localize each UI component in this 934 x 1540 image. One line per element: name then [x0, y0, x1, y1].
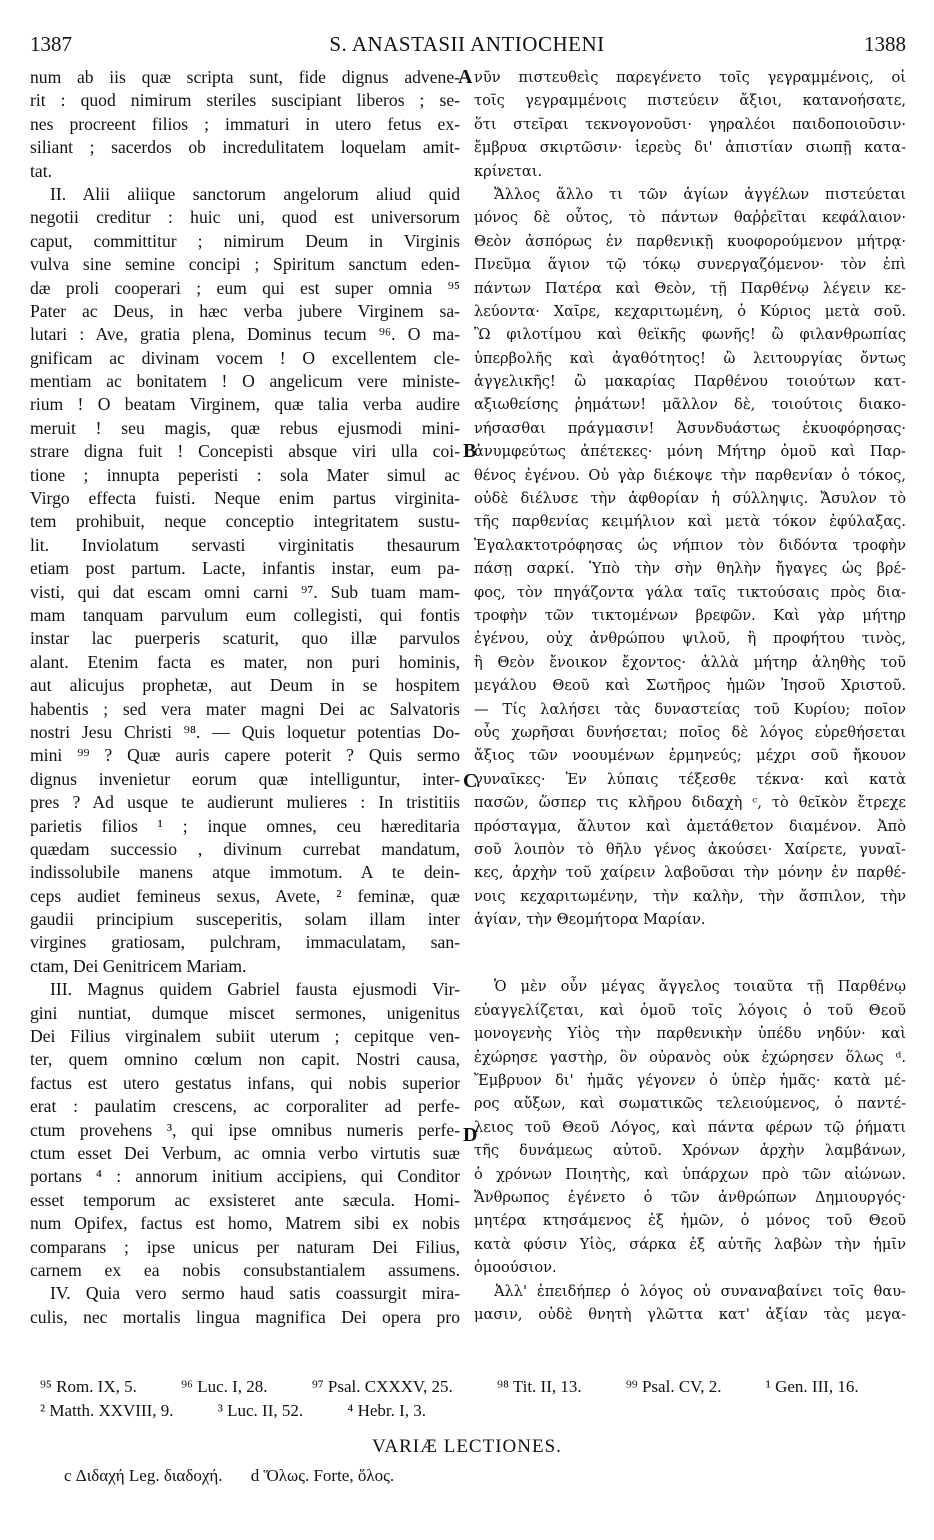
text-line: μασιν, οὐδὲ θνητὴ γλῶττα κατ' ἀξίαν τὰς μεγα-	[474, 1305, 906, 1323]
text-line: κατὰ φύσιν Υἱὸς, σάρκα ἐξ αὐτῆς λαβὼν τὴν ἡμῖν	[474, 1235, 906, 1253]
text-line: ctam, Dei Genitricem Mariam.	[30, 955, 247, 976]
text-line: gini nuntiat, dumque miscet sermones, unigenitus	[30, 1002, 460, 1023]
text-line: III. Magnus quidem Gabriel fausta ejusmodi Vir-	[50, 979, 460, 1000]
text-line: meruit ! seu magis, quæ rebus ejusmodi mini-	[30, 417, 460, 438]
text-line: τῆς δυνάμεως αὐτοῦ. Χρόνων ἀρχὴν λαμβάνων,	[474, 1142, 906, 1160]
text-line: πρόσταγμα, ἄλυτον καὶ ἀμετάθετον διαμένον. Ἀπὸ	[474, 817, 906, 835]
text-line: μονογενὴς Υἱὸς τὴν παρθενικὴν ὑπέδυ νηδύν· καὶ	[474, 1025, 906, 1043]
text-line: lit. Inviolatum servasti virginitatis thesaurum	[30, 534, 460, 555]
footnote-line-2	[40, 1399, 910, 1423]
text-line: φος, τὸν πηγάζοντα γάλα ταῖς τικτούσαις πρὸς δια-	[474, 583, 906, 601]
text-line: negotii creditur : huic uni, quod est universorum	[30, 207, 460, 228]
text-line: Virgo effecta fuisti. Neque enim partus virginita-	[30, 488, 460, 509]
text-line: tat.	[30, 160, 52, 181]
text-line: Dei Filius virginalem subiit uterum ; cepitque ven-	[30, 1026, 460, 1047]
text-line: alant. Etenim facta es mater, non puri hominis,	[30, 651, 460, 672]
footnote: ³ Luc. II, 52.	[217, 1401, 304, 1420]
text-line: Pater ac Deus, in hæc verba jubere Virginem sa-	[30, 300, 460, 321]
text-line: οὐδὲ διέλυσε τὴν ἀφθορίαν ἡ σύλληψις. Ἄσυλον τὸ	[474, 490, 906, 508]
text-line: ter, quem omnino cœlum non capit. Nostri causa,	[30, 1049, 460, 1070]
text-line: mam tanquam parvulum eum collegisti, qui fontis	[30, 604, 460, 625]
text-line: μητέρα κτησάμενος ἐξ ἡμῶν, ὁ μόνος τοῦ Θεοῦ	[474, 1212, 906, 1230]
footnote: ⁹⁵ Rom. IX, 5.	[40, 1377, 137, 1396]
running-title: S. ANASTASII ANTIOCHENI	[329, 32, 605, 56]
text-line: instar lac puerperis scaturit, quo illæ parvulos	[30, 628, 460, 649]
text-line: IV. Quia vero sermo haud satis coassurgit mira-	[50, 1283, 460, 1304]
text-line: ἢ Θεὸν ἔνοικον ἔχοντος· ἀλλὰ μήτηρ ἀληθὴς τοῦ	[474, 653, 906, 671]
text-line: γυναῖκες· Ἐν λύπαις τέξεσθε τέκνα· καὶ κατὰ	[474, 770, 906, 788]
section-gap	[474, 931, 906, 975]
text-line: rium ! O beatam Virginem, quæ talia verba audire	[30, 394, 460, 415]
text-line: gaudii principium susceperitis, solam illam inter	[30, 909, 460, 930]
text-line: dæ proli cooperari ; eum qui est super omnia ⁹⁵	[30, 277, 460, 298]
text-line: σοῦ λοιπὸν τὸ θῆλυ γένος ἀκούσει· Χαίρετε, γυναῖ-	[474, 840, 906, 858]
text-line: ἀγγελικῆς! ὢ μακαρίας Παρθένου τοιούτων κατ-	[474, 373, 906, 391]
text-line: num Opifex, factus est homo, Matrem sibi ex nobis	[30, 1213, 460, 1234]
text-line: τροφὴν τῶν τικτομένων βρεφῶν. Καὶ γὰρ μήτηρ	[474, 606, 906, 624]
text-line: virgines gratiosam, pulchram, immaculatam, san-	[30, 932, 460, 953]
text-line: κρίνεται.	[474, 162, 543, 180]
greek-column	[474, 66, 906, 1326]
text-line: rit : quod nimirum steriles suscipiant liberos ; se-	[30, 90, 460, 111]
text-line: τῆς παρθενίας κειμήλιον καὶ μετὰ τόκον ἐφύλαξας.	[474, 513, 906, 531]
text-line: mini ⁹⁹ ? Quæ auris capere poterit ? Quis sermo	[30, 745, 460, 766]
text-line: ὁ χρόνων Ποιητὴς, καὶ ὑπάρχων πρὸ τῶν αἰώνων.	[474, 1165, 906, 1183]
text-line: visti, qui dat escam omni carni ⁹⁷. Sub tuam mam-	[30, 581, 460, 602]
text-line: Ἔμβρυον δι' ἡμᾶς γέγονεν ὁ ὑπὲρ ἡμᾶς· κατὰ μέ-	[474, 1072, 906, 1090]
text-line: culis, nec mortalis lingua magnifica Dei opera pro	[30, 1306, 460, 1327]
margin-marker-a: A	[458, 66, 473, 88]
text-line: ἀνυμφεύτως ἀπέτεκες· μόνη Μήτηρ ὁμοῦ καὶ Παρ-	[474, 443, 906, 461]
text-line: Ἄνθρωπος ἐγένετο ὁ τῶν ἀνθρώπων Δημιουργός·	[474, 1188, 906, 1206]
text-line: εὐαγγελίζεται, καὶ ὁμοῦ τοῖς λόγοις ὁ τοῦ Θεοῦ	[474, 1001, 906, 1019]
margin-marker-d: D	[463, 1124, 478, 1146]
text-line: II. Alii aliique sanctorum angelorum aliud quid	[50, 183, 460, 204]
text-line: lutari : Ave, gratia plena, Dominus tecum ⁹⁶. O ma-	[30, 324, 460, 345]
text-line: aut alicujus prophetæ, aut Deum in se hospitem	[30, 675, 460, 696]
text-line: strare digna fuit ! Concepisti absque viri ulla coi-	[30, 441, 460, 462]
text-line: ceps audiet femineus sexus, Avete, ² feminæ, quæ	[30, 885, 460, 906]
text-line: ὅτι στεῖραι τεκνογονοῦσι· γηραλέοι παιδοποιοῦσιν·	[474, 115, 906, 133]
text-line: indissolubile manens atque immotum. A te dein-	[30, 862, 460, 883]
text-line: τοῖς γεγραμμένοις πιστεύειν ἄξιοι, κατανοήσατε,	[474, 92, 906, 110]
latin-column	[30, 66, 460, 1329]
footnote: ⁹⁸ Tit. II, 13.	[497, 1377, 582, 1396]
text-line: ὁμοούσιον.	[474, 1259, 557, 1277]
text-line: νήσασθαι πράγμασιν! Ἀσυνδυάστως ἐκυοφόρησας·	[474, 419, 906, 437]
text-line: comparans ; ipse unicus per naturam Dei Filius,	[30, 1236, 460, 1257]
text-line: portans ⁴ : annorum initium accipiens, qui Conditor	[30, 1166, 460, 1187]
text-line: pres ? Ad usque te audierunt mulieres : In tristitiis	[30, 792, 460, 813]
text-line: λειος τοῦ Θεοῦ Λόγος, καὶ πάντα φέρων τῷ ῥήματι	[474, 1118, 906, 1136]
text-line: Ἀλλ' ἐπειδήπερ ὁ λόγος οὐ συναναβαίνει τοῖς θαυ-	[494, 1282, 906, 1300]
footnote: ⁹⁷ Psal. CXXXV, 25.	[311, 1377, 453, 1396]
footnote: ⁹⁶ Luc. I, 28.	[181, 1377, 268, 1396]
text-line: πάντων Πατέρα καὶ Θεὸν, τῇ Παρθένῳ λέγειν κε-	[474, 279, 906, 297]
text-line: vulva sine semine concipi ; Spiritum sanctum eden-	[30, 254, 460, 275]
variant-reading: d Ὅλως. Forte, ὅλος.	[250, 1466, 395, 1485]
text-line: Ἐγαλακτοτρόφησας ὡς νήπιον τὸν διδόντα τροφὴν	[474, 536, 906, 554]
text-line: ἐχώρησε γαστὴρ, ὃν οὐρανὸς οὐκ ἐχώρησεν ὅλως ᵈ.	[474, 1048, 906, 1066]
text-line: πασῶν, ὥσπερ τις κλῆρου διδαχὴ ᶜ, τὸ θεῖκὸν ἔτρεχε	[474, 794, 906, 812]
margin-marker-c: C	[463, 770, 478, 792]
footnote: ² Matth. XXVIII, 9.	[40, 1401, 174, 1420]
right-page-number: 1388	[864, 32, 906, 56]
text-line: quædam successio , divinum currebat mandatum,	[30, 838, 460, 859]
text-line: ἄξιος τῶν νοουμένων ἑρμηνεύς; μέχρι σοῦ ἤκουον	[474, 747, 906, 765]
text-line: erat : paulatim crescens, ac corporaliter ad perfe-	[30, 1096, 460, 1117]
text-line: θένος ἐγένου. Οὐ γὰρ διέκοψε τὴν παρθενίαν ὁ τόκος,	[474, 466, 906, 484]
text-line: etiam post partum. Lacte, infantis instar, eum pa-	[30, 558, 460, 579]
text-line: Πνεῦμα ἅγιον τῷ τόκῳ συνεργαζόμενον· τὸν ἐπὶ	[474, 256, 906, 274]
text-line: nostri Jesu Christi ⁹⁸. — Quis loquetur potentias Do-	[30, 721, 460, 742]
text-line: factus est utero gestatus infans, qui nobis superior	[30, 1072, 460, 1093]
footnote: ¹ Gen. III, 16.	[765, 1377, 859, 1396]
text-line: μόνος δὲ οὗτος, τὸ πάντων θαῤῥεῖται κεφάλαιον·	[474, 209, 906, 227]
page-header	[0, 32, 934, 62]
text-line: tione ; innupta peperisti : sola Mater simul ac	[30, 464, 460, 485]
text-line: οὖς χωρῆσαι δυνήσεται; ποῖος δὲ λόγος εὑρεθήσεται	[474, 723, 906, 741]
text-line: νῦν πιστευθεὶς παρεγένετο τοῖς γεγραμμένοις, οἱ	[474, 69, 906, 86]
text-line: ὑπερβολῆς καὶ ἀγαθότητος! ὢ λειτουργίας ὄντως	[474, 349, 906, 367]
text-line: Ἄλλος ἄλλο τι τῶν ἁγίων ἀγγέλων πιστεύεται	[494, 185, 906, 203]
text-line: tem prohibuit, neque conceptio integritatem sustu-	[30, 511, 460, 532]
text-line: αξιωθείσης ῥημάτων! μᾶλλον δὲ, τοιούτοις διακο-	[474, 396, 906, 414]
text-line: ἔμβρυα σκιρτῶσιν· ἱερεὺς δι' ἀπιστίαν σιωπῇ κατα-	[474, 139, 906, 157]
variae-lectiones-title: VARIÆ LECTIONES.	[372, 1436, 562, 1457]
text-line: Ὢ φιλοτίμου καὶ θεϊκῆς φωνῆς! ὢ φιλανθρωπίας	[474, 326, 906, 344]
text-line: ρος αὔξων, καὶ σωματικῶς τελειούμενος, ὁ παντέ-	[474, 1095, 906, 1113]
text-line: num ab iis quæ scripta sunt, fide dignus advene-	[30, 67, 460, 87]
footnotes	[40, 1375, 910, 1423]
text-line: habentis ; sed vera mater magni Dei ac Salvatoris	[30, 698, 460, 719]
text-line: ctum provehens ³, qui ipse omnibus numeris perfe-	[30, 1119, 460, 1140]
text-line: νοις κεχαριτωμένην, τὴν καλὴν, τὴν ἄσπιλον, τὴν	[474, 887, 906, 905]
text-line: πάσῃ σαρκί. Ὑπὸ τὴν σὴν θηλὴν ἤγαγες ὡς βρέ-	[474, 560, 906, 578]
margin-marker-b: B	[463, 440, 477, 462]
text-line: parietis filios ¹ ; inque omnes, ceu hæreditaria	[30, 815, 460, 836]
text-line: dignus invenietur eorum quæ intelliguntur, inter-	[30, 768, 460, 789]
text-line: λεύοντα· Χαῖρε, κεχαριτωμένη, ὁ Κύριος μετὰ σοῦ.	[474, 302, 906, 320]
text-line: κες, ἀρχὴν τοῦ χαίρειν λαβοῦσαι τὴν μόνην ἐν παρθέ-	[474, 864, 906, 882]
text-line: Θεὸν ἀσπόρως ἐν παρθενικῇ κυοφορούμενον μήτρᾳ·	[474, 232, 906, 250]
variae-lectiones	[64, 1466, 418, 1486]
text-line: carnem ex ea nobis consubstantialem assumens.	[30, 1259, 460, 1280]
footnote: ⁹⁹ Psal. CV, 2.	[625, 1377, 722, 1396]
left-page-number: 1387	[30, 32, 72, 56]
text-line: esset temporum ac exsisteret ante sæcula. Homi-	[30, 1189, 460, 1210]
footnote-line-1	[40, 1375, 910, 1399]
text-line: siliant ; sacerdos ob incredulitatem loquelam amit-	[30, 137, 460, 158]
text-line: μεγάλου Θεοῦ καὶ Σωτῆρος ἡμῶν Ἰησοῦ Χριστοῦ.	[474, 677, 906, 695]
text-line: gnificam ac divinam vocem ! O excellentem cle-	[30, 347, 460, 368]
variant-reading: c Διδαχή Leg. διαδοχή.	[64, 1466, 223, 1485]
footnote: ⁴ Hebr. I, 3.	[347, 1401, 427, 1420]
text-line: — Τίς λαλήσει τὰς δυναστείας τοῦ Κυρίου; ποῖον	[474, 700, 906, 718]
text-line: ἁγίαν, τὴν Θεομήτορα Μαρίαν.	[474, 911, 706, 929]
text-line: nes procreent filios ; immaturi in utero fetus ex-	[30, 113, 460, 134]
text-line: ἐγένου, οὐχ ἀνθρώπου ψιλοῦ, ἢ προφήτου τινὸς,	[474, 630, 906, 648]
text-line: Ὁ μὲν οὖν μέγας ἄγγελος τοιαῦτα τῇ Παρθένῳ	[494, 978, 906, 996]
text-line: ctum esset Dei Verbum, ac omnia verbo virtutis suæ	[30, 1142, 460, 1163]
text-line: mentiam ac bonitatem ! O angelicum vere ministe-	[30, 371, 460, 392]
text-line: caput, committitur ; nimirum Deum in Virginis	[30, 230, 460, 251]
